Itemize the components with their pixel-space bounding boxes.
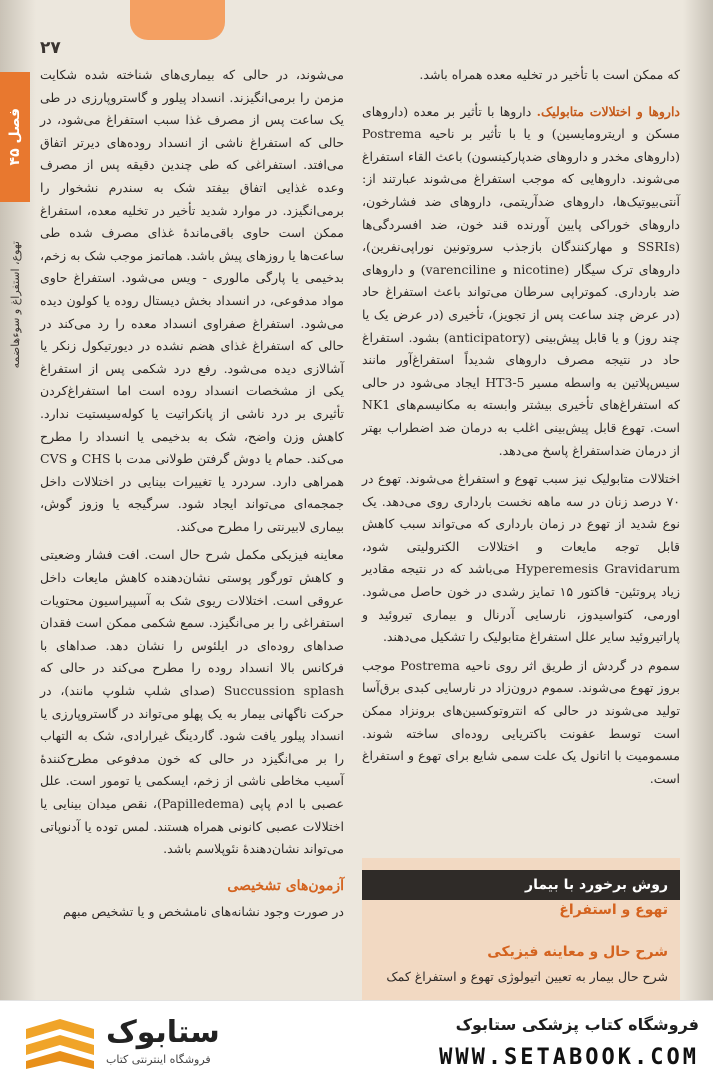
approach-title: روش برخورد با بیمار (362, 870, 680, 900)
right-column (362, 64, 680, 790)
paragraph (362, 101, 680, 463)
running-title (0, 205, 30, 405)
paragraph: سموم در گردش از طریق اثر روی ناحیه Postrema موجب بروز تهوع می‌شوند. سموم درون‌زاد در نارسایی کبدی برق‌آسا تولید می‌شوند در حالی که انتروتوکسین‌های برونزاد ممکن است توسط عفونت باکتریایی روده‌ای ساخته شوند. مسمومیت با اتانول یک علت سمی شایع برای تهوع و استفراغ است. (362, 657, 680, 786)
footer-banner (0, 1000, 713, 1080)
inline-heading: داروها و اختلالات متابولیک. (536, 103, 680, 119)
paragraph: اختلالات متابولیک نیز سبب تهوع و استفراغ می‌شوند. تهوع در ۷۰ درصد زنان در سه ماهه نخست بارداری روی می‌دهد. یک نوع شدید از تهوع در زمان بارداری که می‌تواند سبب کاهش قابل توجه مایعات و اختلالات الکترولیتی شود، Hyperemesis Gravidarum می‌باشد که در نتیجه مقادیر زیاد پروتئین- فاکتور ۱۵ تمایز رشدی در خون حاصل می‌شود. اورمی، کتواسیدوز، نارسایی آدرنال و بیماری تیروئید و پاراتیروئید سایر علل استفراغ متابولیک را تشکیل می‌دهند. (362, 471, 681, 645)
paragraph: که ممکن است با تأخیر در تخلیه معده همراه باشد. (419, 67, 680, 82)
approach-heading: شرح حال و معاینه فیزیکی (487, 944, 668, 960)
paragraph-text: داروها با تأثیر بر معده (داروهای مسکن و اریترومایسین) و یا با تأثیر بر ناحیه Postrema (داروهای مخدر و داروهای ضدپارکینسون) باعث القاء استفراغ می‌شوند. داروهایی که موجب استفراغ می‌شوند عبارتند از: آنتی‌بیوتیک‌ها، داروهای ضدآریتمی، داروهای ضد فشارخون، داروهای خوراکی پایین آورنده قند خون، ضد افسردگی‌ها (SSRIs و مهارکنندگان بازجذب سروتونین نوراپی‌نفرین)، داروهای ترک سیگار (nicotine و varenciline) و داروهای ضد بارداری. کموتراپی سرطان می‌تواند باعث استفراغ حاد (در عرض چند ساعت پس از تجویز)، تأخیری (در عرض یک یا چند روز) و یا قابل پیش‌بینی (anticipatory) بشود. استفراغ حاد در نتیجه مصرف داروهای شدیداً استفراغ‌آور مانند سیس‌پلاتین به واسطه مسیر 5-HT3 ایجاد می‌شود در حالی که استفراغ‌های تأخیری بیشتر وابسته به مکانیسم‌های NK1 است. تهوع قابل پیش‌بینی اغلب به درمان ضد اضطراب بهتر از درمان ضداستفراغ پاسخ می‌دهد. (362, 103, 681, 458)
chapter-tab-label: فصل ۴۵ (7, 108, 23, 166)
approach-box (362, 858, 680, 1000)
store-name: فروشگاه کتاب پزشکی ستابوک (455, 1015, 699, 1034)
page-number: ۲۷ (40, 38, 61, 58)
approach-text: شرح حال بیمار به تعیین اتیولوژی تهوع و استفراغ کمک (386, 969, 668, 984)
paragraph: می‌شوند، در حالی که بیماری‌های شناخته شده شکایت مزمن را برمی‌انگیزند. انسداد پیلور و گاستروپارزی در طی یک ساعت پس از مصرف غذا سبب استفراغ می‌شود، در حالی که استفراغ ناشی از انسداد روده‌های دیرتر اتفاق می‌افتد. استفراغی که طی چندین دقیقه پس از مصرف وعده غذایی اتفاق بیفتد شک به سندرم نشخوار را برمی‌انگیزد. در موارد شدید تأخیر در تخلیه معده، استفراغ ممکن است حاوی باقی‌ماندهٔ غذای مصرف شده طی ساعت‌ها یا روزهای پیش باشد. هماتمز موجب شک به زخم، بدخیمی یا پارگی مالوری - ویس می‌شود. استفراغ حاوی مواد مدفوعی، در انسداد بخش دیستال روده یا کولون دیده می‌شود. استفراغ صفراوی انسداد معده را رد می‌کند در حالی که استفراغ غذای هضم نشده در دیورتیکول زنکر یا آشالازی دیده می‌شود. رفع درد شکمی پس از استفراغ یکی از مشخصات انسداد روده است اما استفراغ‌کردن تأثیری بر درد ناشی از پانکراتیت یا کوله‌سیستیت ندارد. کاهش وزن واضح، شک به بدخیمی یا انسداد را مطرح می‌کند. حمام یا دوش گرفتن طولانی مدت با CHS و CVS همراهی دارد. سردرد یا تغییرات بینایی در اختلالات داخل جمجمه‌ای می‌تواند ایجاد شود. سرگیجه یا وزوز گوش، بیماری لابیرنتی را مطرح می‌کند. (40, 67, 344, 534)
page-spine-shadow (683, 0, 713, 1000)
section-heading: آزمون‌های تشخیصی (227, 877, 344, 894)
approach-subtitle: تهوع و استفراغ (559, 902, 668, 918)
logo-text: ستابوک (106, 1015, 220, 1050)
header-decoration (130, 0, 225, 40)
paragraph: معاینه فیزیکی مکمل شرح حال است. افت فشار وضعیتی و کاهش تورگور پوستی نشان‌دهنده کاهش مایعات داخل عروقی است. اختلالات ریوی شک به آسپیراسیون محتویات استفراغی را بر می‌انگیزد. سمع شکمی ممکن است فقدان صداهای روده‌ای در ایلئوس را نشان دهد. صداهای با فرکانس بالا انسداد روده را مطرح می‌کند در حالی که Succussion splash (صدای شلپ شلوپ مانند)، در حرکت ناگهانی بیمار به یک پهلو می‌تواند در گاستروپارزی یا انسداد پیلور یافت شود. گاردینگ غیرارادی، شک به التهاب را بر می‌انگیزد در حالی که خون مدفوعی مطرح‌کنندهٔ آسیب مخاطی ناشی از زخم، ایسکمی یا تومور است. علل عصبی با ادم پاپی (Papilledema)، نقص میدان بینایی یا اختلالات عصبی کانونی همراه هستند. لمس توده یا آدنوپاتی می‌تواند نشان‌دهندهٔ نئوپلاسم باشد. (40, 547, 345, 857)
store-logo[interactable] (20, 1013, 300, 1073)
store-url-link[interactable]: WWW.SETABOOK.COM (439, 1045, 699, 1070)
paragraph: در صورت وجود نشانه‌های نامشخص و یا تشخیص مبهم (62, 904, 344, 920)
chapter-tab (0, 72, 30, 202)
left-column (40, 64, 344, 924)
running-title-text: تهوع، استفراغ و سوءهاضمه (8, 241, 22, 369)
logo-subtitle: فروشگاه اینترنتی کتاب (106, 1053, 211, 1066)
logo-chevron-icon (20, 1015, 100, 1071)
